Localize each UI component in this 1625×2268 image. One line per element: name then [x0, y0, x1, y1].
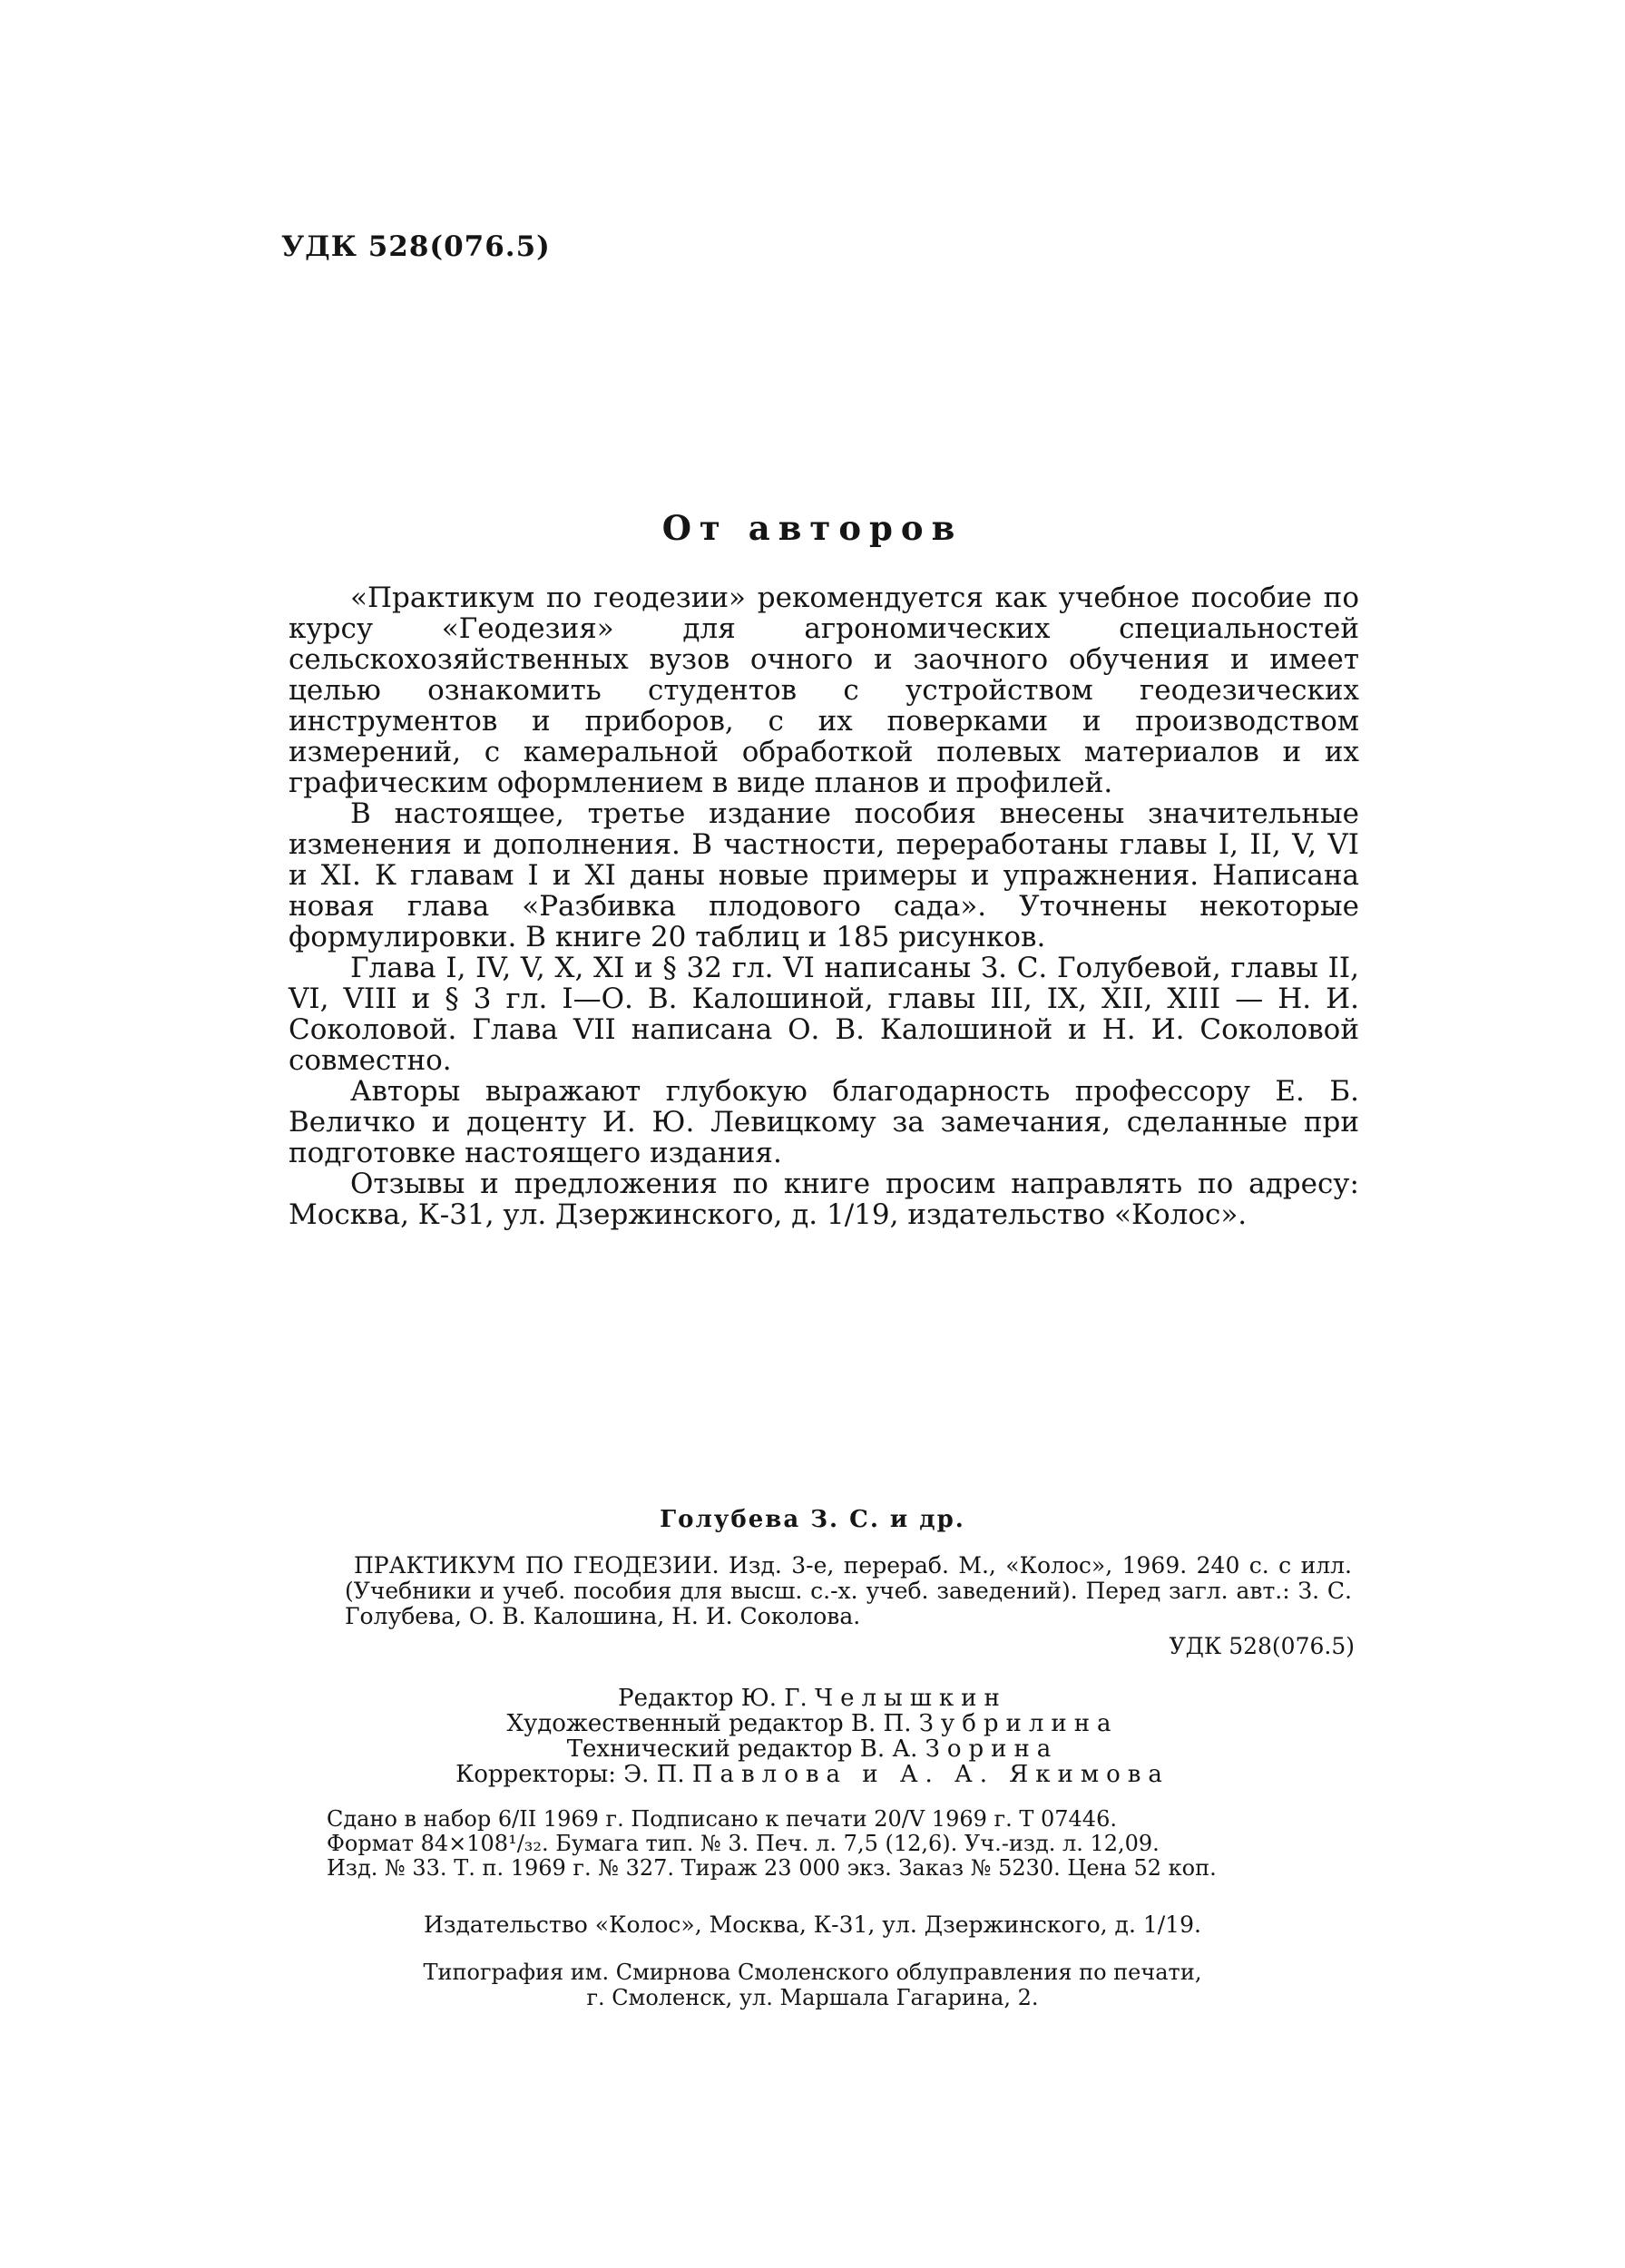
editorial-credits: [0, 1686, 1625, 1787]
credit-name: Зубрилина: [918, 1710, 1119, 1737]
preface-paragraph: В настоящее, третье издание пособия внесены значительные изменения и дополнения. В частности, переработаны главы I, II, V, VI и XI. К главам I и XI даны новые примеры и упражнения. Написана новая глава «Разбивка плодового сада». Уточнены некоторые формулировки. В книге 20 таблиц и 185 рисунков.: [289, 797, 1359, 953]
credit-line: [0, 1686, 1625, 1711]
print-details-line: Сдано в набор 6/II 1969 г. Подписано к печати 20/V 1969 г. Т 07446.: [327, 1806, 1117, 1832]
printing-house: [0, 1960, 1625, 2010]
credit-line: [0, 1762, 1625, 1787]
preface-paragraph: Глава I, IV, V, X, XI и § 32 гл. VI написаны З. С. Голубевой, главы II, VI, VIII и § 3 гл. I—О. В. Калошиной, главы III, IX, XII, XIII — Н. И. Соколовой. Глава VII написана О. В. Калошиной и Н. И. Соколовой совместно.: [289, 952, 1359, 1077]
udk-code: УДК 528(076.5): [281, 230, 551, 263]
credit-role: Редактор Ю. Г.: [618, 1685, 808, 1712]
preface-paragraph: Отзывы и предложения по книге просим направлять по адресу: Москва, К-31, ул. Дзержинского, д. 1/19, издательство «Колос».: [289, 1168, 1359, 1231]
preface-body: [289, 582, 1359, 1230]
print-details: [327, 1807, 1361, 1881]
imprint-entry-text: ПРАКТИКУМ ПО ГЕОДЕЗИИ. Изд. 3-е, перераб. М., «Колос», 1969. 240 с. с илл. (Учебники и учеб. пособия для высш. с.-х. учеб. заведений). Перед загл. авт.: З. С. Голубева, О. В. Калошина, Н. И. Соколова.: [345, 1552, 1352, 1629]
credit-name: Павлова и А. А. Якимова: [691, 1761, 1170, 1788]
printing-house-line: Типография им. Смирнова Смоленского облуправления по печати,: [423, 1960, 1202, 1985]
credit-role: Технический редактор В. А.: [566, 1735, 918, 1763]
imprint-bibliographic-entry: [345, 1553, 1352, 1629]
preface-paragraph: «Практикум по геодезии» рекомендуется как учебное пособие по курсу «Геодезия» для агрономических специальностей сельскохозяйственных вузов очного и заочного обучения и имеет целью ознакомить студентов с устройством геодезических инструментов и приборов, с их поверками и производством измерений, с камеральной обработкой полевых материалов и их графическим оформлением в виде планов и профилей.: [289, 582, 1359, 799]
credit-name: Челышкин: [815, 1685, 1007, 1712]
print-details-line: Изд. № 33. Т. п. 1969 г. № 327. Тираж 23 000 экз. Заказ № 5230. Цена 52 коп.: [327, 1855, 1217, 1881]
credit-name: Зорина: [925, 1735, 1059, 1763]
publisher-address: Издательство «Колос», Москва, К-31, ул. Дзержинского, д. 1/19.: [424, 1911, 1201, 1938]
printing-house-line: г. Смоленск, ул. Маршала Гагарина, 2.: [586, 1985, 1039, 2010]
imprint-udk: УДК 528(076.5): [1169, 1633, 1355, 1659]
credit-role: Художественный редактор В. П.: [506, 1710, 912, 1737]
preface-title: От авторов: [661, 508, 964, 548]
preface-paragraph: Авторы выражают глубокую благодарность профессору Е. Б. Величко и доценту И. Ю. Левицкому за замечания, сделанные при подготовке настоящего издания.: [289, 1075, 1359, 1169]
credit-line: [0, 1711, 1625, 1736]
credit-role: Корректоры: Э. П.: [455, 1761, 685, 1788]
imprint-author: Голубева З. С. и др.: [660, 1506, 965, 1533]
print-details-line: Формат 84×108¹/₃₂. Бумага тип. № 3. Печ. л. 7,5 (12,6). Уч.-изд. л. 12,09.: [327, 1831, 1160, 1856]
credit-line: [0, 1736, 1625, 1762]
